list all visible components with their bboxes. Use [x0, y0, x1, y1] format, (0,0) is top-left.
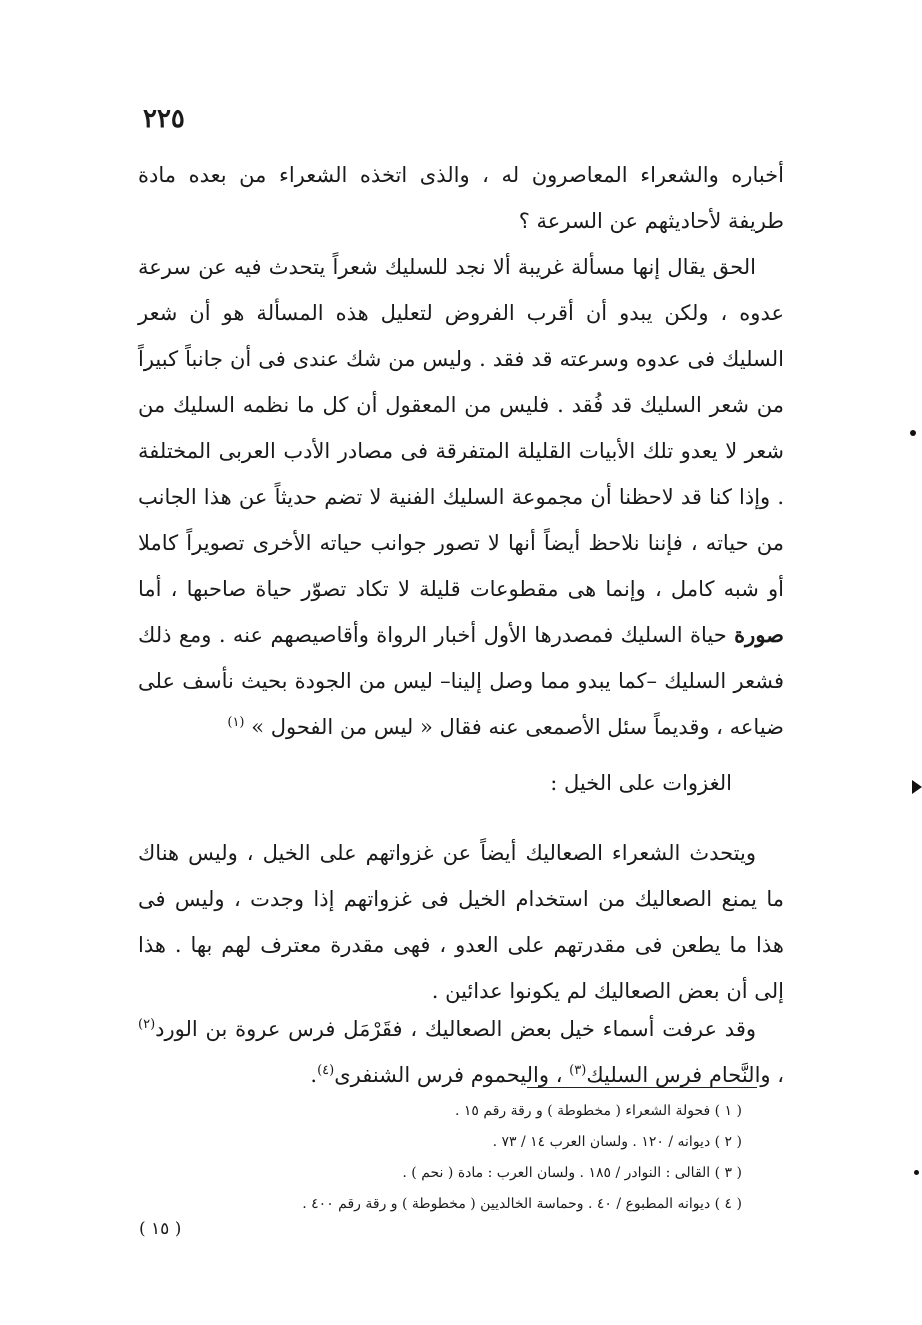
paragraph-4-part-c: ، واليحموم فرس الشنفرى: [334, 1063, 563, 1087]
section-heading: الغزوات على الخيل :: [550, 771, 732, 795]
paragraph-2: [138, 244, 784, 750]
footnotes: [242, 1096, 742, 1220]
footnote-ref-3: (٣): [569, 1063, 587, 1078]
paragraph-2-main: الحق يقال إنها مسألة غريبة ألا نجد للسليك شعراً يتحدث فيه عن سرعة عدوه ، ولكن يبدو أن أقرب الفروض لتعليل هذه المسألة هو أن شعر السليك فى عدوه وسرعته قد فقد . وليس من شك عندى فى أن جانباً كبيراً من شعر السليك قد فُقد . فليس من المعقول أن كل ما نظمه السليك من شعر لا يعدو تلك الأبيات القليلة المتفرقة فى مصادر الأدب العربى المختلفة . وإذا كنا قد لاحظنا أن مجموعة السليك الفنية لا تضم حديثاً عن هذا الجانب من حياته ، فإننا نلاحظ أيضاً أنها لا تصور جوانب حياته الأخرى تصويراً كاملا أو شبه كامل ، وإنما هى مقطوعات قليلة لا تكاد تصوّر حياة صاحبها ، أما: [138, 255, 784, 601]
paragraph-2-bold-word: صورة: [734, 622, 784, 647]
paragraph-4-end: .: [310, 1063, 318, 1087]
footnote-3: ( ٣ ) القالى : النوادر / ١٨٥ . ولسان العرب : مادة ( نحم ) .: [402, 1165, 742, 1181]
page-number: ٢٢٥: [143, 104, 185, 134]
footnote-1: ( ١ ) فحولة الشعراء ( مخطوطة ) و رقة رقم ١٥ .: [454, 1103, 742, 1119]
footnote-4: ( ٤ ) ديوانه المطبوع / ٤٠ . وحماسة الخالديين ( مخطوطة ) و رقة رقم ٤٠٠ .: [302, 1196, 742, 1212]
scan-edge-mark: [912, 780, 922, 794]
paragraph-3: ويتحدث الشعراء الصعاليك أيضاً عن غزواتهم على الخيل ، وليس هناك ما يمنع الصعاليك من استخدام الخيل فى غزواتهم إذا وجدت ، وليس فى هذا ما يطعن فى مقدرتهم على العدو ، فهى مقدرة معترف لهم بها . هذا إلى أن بعض الصعاليك لم يكونوا عدائين .: [138, 841, 784, 1003]
paragraph-1: أخباره والشعراء المعاصرون له ، والذى اتخذه الشعراء من بعده مادة طريفة لأحاديثهم عن السرعة ؟: [138, 163, 784, 233]
scan-edge-mark: [910, 430, 916, 436]
footnote-ref-1: (١): [227, 715, 245, 730]
paragraph-2-rest: حياة السليك فمصدرها الأول أخبار الرواة وأقاصيصهم عنه . ومع ذلك فشعر السليك –كما يبدو مما وصل إلينا– ليس من الجودة بحيث نأسف على ضياعه ، وقديماً سئل الأصمعى عنه فقال « ليس من الفحول »: [138, 623, 784, 739]
signature-mark: ( ١٥ ): [139, 1219, 182, 1239]
footnote-ref-2: (٢): [138, 1017, 156, 1032]
scan-edge-mark: [914, 1170, 919, 1175]
paragraph-4-part-b: ، والنَّحام فرس السليك: [586, 1063, 784, 1087]
paragraph-4-part-a: وقد عرفت أسماء خيل بعض الصعاليك ، فقَرْمَل فرس عروة بن الورد: [155, 1017, 756, 1041]
paragraph-4: [138, 1006, 784, 1098]
footnote-2: ( ٢ ) ديوانه / ١٢٠ . ولسان العرب ١٤ / ٧٣ .: [492, 1134, 742, 1150]
footnote-ref-4: (٤): [317, 1063, 335, 1078]
footnote-divider: [527, 1087, 757, 1088]
